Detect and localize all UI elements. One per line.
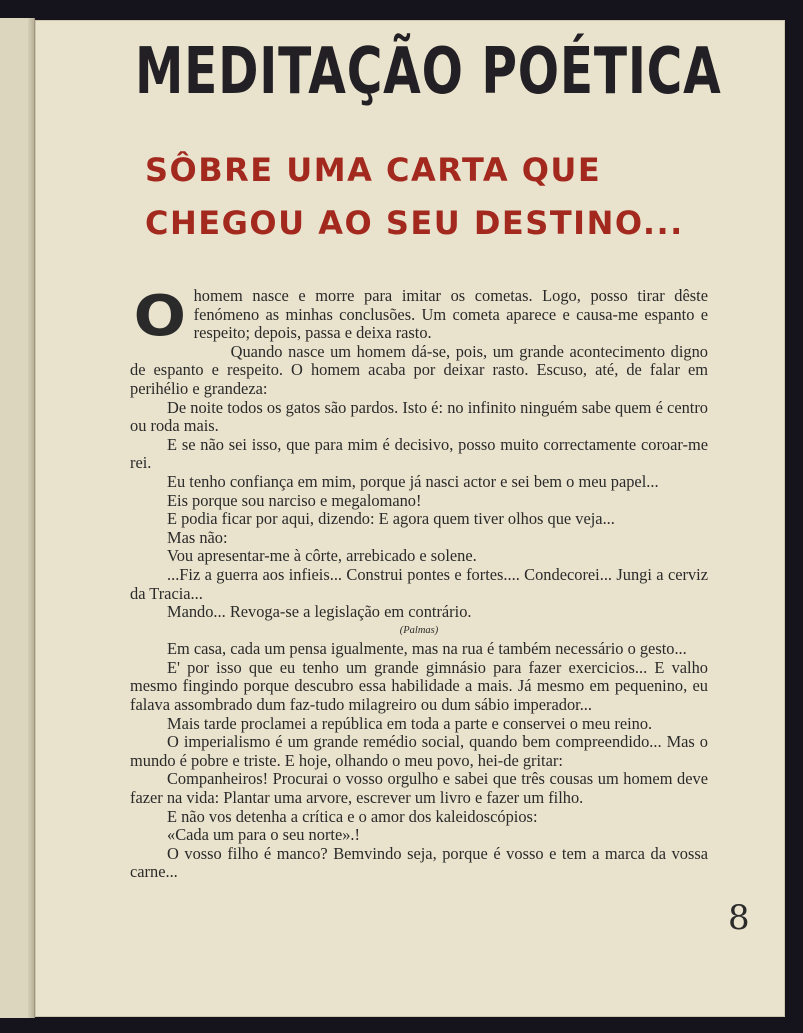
paragraph: Mais tarde proclamei a república em toda a parte e conservei o meu reino. — [167, 713, 653, 733]
magazine-page — [35, 20, 785, 1017]
paragraph: O imperialismo é um grande remédio social, quando bem compreendido... Mas o mundo é pobre e triste. E hoje, olhando o meu povo, hei-de gritar: — [130, 732, 708, 770]
paragraph: Em casa, cada um pensa igualmente, mas na rua é também necessário o gesto... — [167, 639, 687, 659]
paragraph: De noite todos os gatos são pardos. Isto é: no infinito ninguém sabe quem é centro ou roda mais. — [130, 397, 708, 436]
subtitle-line-1: SÔBRE UMA CARTA QUE — [145, 151, 602, 189]
page-number: 8 — [728, 898, 750, 938]
paragraph: Mando... Revoga-se a legislação em contrário. — [167, 602, 472, 622]
subtitle-line-2: CHEGOU AO SEU DESTINO... — [145, 204, 684, 242]
stage-direction: (Palmas) — [399, 624, 439, 636]
paragraph: Vou apresentar-me à côrte, arrebicado e solene. — [167, 546, 477, 566]
article-body — [130, 284, 708, 882]
paragraph: Quando nasce um homem dá-se, pois, um grande acontecimento digno de espanto e respeito. O homem acaba por deixar rasto. Escuso, até, de falar em perihélio e grandeza: — [130, 341, 708, 398]
paragraph: E podia ficar por aqui, dizendo: E agora quem tiver olhos que veja... — [167, 509, 615, 529]
paragraph: ...Fiz a guerra aos infieis... Construi pontes e fortes.... Condecorei... Jungi a cerviz da Tracia... — [130, 564, 708, 603]
paragraph: Companheiros! Procurai o vosso orgulho e sabei que três cousas um homem deve fazer na vida: Plantar uma arvore, escrever um livro e fazer um filho. — [130, 769, 708, 808]
paragraph: Eis porque sou narciso e megalomano! — [167, 490, 422, 510]
paragraph: Eu tenho confiança em mim, porque já nasci actor e sei bem o meu papel... — [167, 471, 659, 491]
paragraph: E' por isso que eu tenho um grande gimnásio para fazer exercicios... E valho mesmo fingindo porque descubro essa habilidade a mais. Já mesmo em pequenino, eu falava assombrado dum faz-tudo milagreiro ou dum sábio imperador... — [130, 657, 708, 715]
paragraph: Ohomem nasce e morre para imitar os cometas. Logo, posso tirar dêste fenómeno as minhas conclusões. Um cometa aparece e causa-me espanto e respeito; depois, passa e deixa rasto. — [133, 284, 708, 349]
paragraph: E se não sei isso, que para mim é decisivo, posso muito correctamente coroar-me rei. — [130, 434, 708, 473]
paragraph: O vosso filho é manco? Bemvindo seja, porque é vosso e tem a marca da vossa carne... — [130, 843, 708, 882]
page-title: MEDITAÇÃO POÉTICA — [135, 35, 722, 109]
paragraph: Mas não: — [167, 527, 228, 547]
paragraph: E não vos detenha a crítica e o amor dos kaleidoscópios: — [167, 806, 538, 826]
page-subtitle — [145, 144, 745, 250]
drop-cap: O — [133, 284, 186, 349]
previous-page-edge — [0, 18, 35, 1018]
paragraph: «Cada um para o seu norte».! — [167, 825, 360, 845]
